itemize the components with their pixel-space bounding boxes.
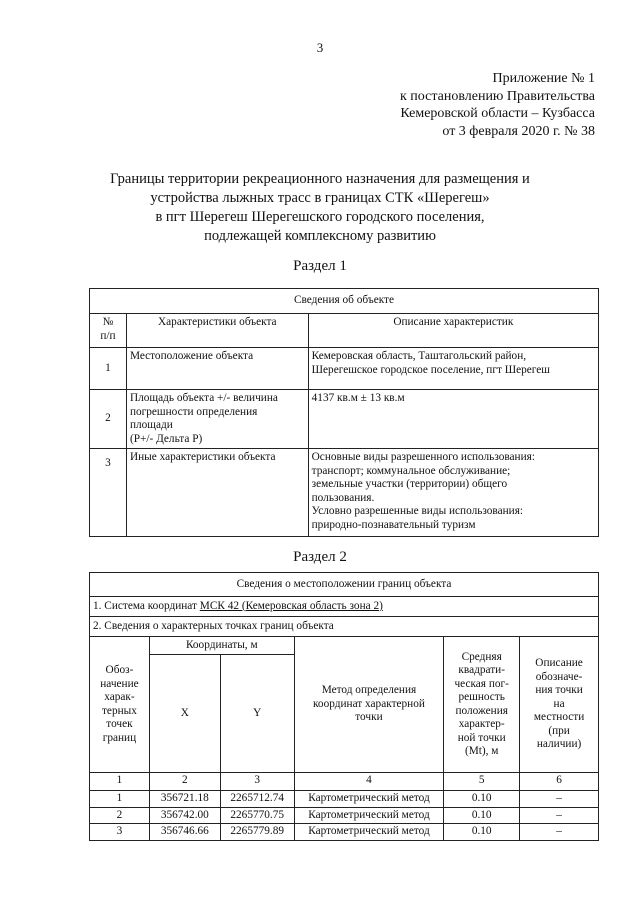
point-x: 356742.00: [149, 807, 220, 824]
section2-heading: Раздел 2: [293, 549, 347, 565]
row-description: Основные виды разрешенного использования: транспорт; коммунальное обслуживание; земельные участки (территории) общего пользования. Условно разрешенные виды использования: природно-познавательный туризм: [308, 449, 598, 537]
appendix-line: Кемеровской области – Кузбасса: [400, 106, 595, 121]
point-x: 356721.18: [149, 791, 220, 808]
header-y: Y: [220, 655, 294, 773]
column-number: 3: [220, 773, 294, 791]
point-number: 3: [90, 824, 150, 841]
point-method: Картометрический метод: [294, 791, 444, 808]
table-row: [90, 449, 599, 537]
point-method: Картометрический метод: [294, 807, 444, 824]
header-designation: Обоз- начение харак- терных точек границ: [90, 637, 150, 773]
table-title: Сведения об объекте: [90, 289, 599, 314]
appendix-line: от 3 февраля 2020 г. № 38: [442, 123, 595, 139]
column-number: 2: [149, 773, 220, 791]
table-row: [90, 348, 599, 390]
header-method: Метод определения координат характерной точки: [294, 637, 444, 773]
row-num: 3: [90, 449, 127, 537]
appendix-line: к постановлению Правительства: [399, 88, 595, 104]
appendix-block: [400, 70, 595, 140]
header-characteristics: Характеристики объекта: [126, 314, 308, 348]
point-description: –: [520, 791, 599, 808]
point-description: –: [520, 807, 599, 824]
point-number: 2: [90, 807, 150, 824]
column-number: 1: [90, 773, 150, 791]
page-number: 3: [316, 40, 324, 55]
row-description: 4137 кв.м ± 13 кв.м: [308, 390, 598, 449]
point-method: Картометрический метод: [294, 824, 444, 841]
coordinate-system-label: 1. Система координат: [93, 599, 200, 612]
header-x: X: [149, 655, 220, 773]
header-error: Средняя квадрати- ческая пог- решность положения характер- ной точки (Mt), м: [444, 637, 520, 773]
table-row: [90, 807, 599, 824]
point-y: 2265712.74: [220, 791, 294, 808]
title-line: устройства лыжных трасс в границах СТК «Шерегеш»: [150, 190, 490, 206]
table-row: [90, 824, 599, 841]
table-row: [90, 390, 599, 449]
title-line: в пгт Шерегеш Шерегешского городского поселения,: [155, 209, 485, 225]
point-error: 0.10: [444, 791, 520, 808]
column-number: 6: [520, 773, 599, 791]
point-error: 0.10: [444, 807, 520, 824]
points-title: 2. Сведения о характерных точках границ объекта: [90, 617, 599, 637]
appendix-line: Приложение № 1: [492, 71, 595, 86]
header-num: № п/п: [90, 314, 127, 348]
row-characteristic: Иные характеристики объекта: [126, 449, 308, 537]
title-line: подлежащей комплексному развитию: [204, 228, 436, 244]
column-number: 5: [444, 773, 520, 791]
header-description: Описание характеристик: [308, 314, 598, 348]
object-info-table: [89, 288, 599, 537]
row-num: 2: [90, 390, 127, 449]
point-number: 1: [90, 791, 150, 808]
coordinate-system-value: МСК 42 (Кемеровская область зона 2): [199, 599, 383, 612]
column-number: 4: [294, 773, 444, 791]
point-y: 2265779.89: [220, 824, 294, 841]
row-characteristic: Площадь объекта +/- величина погрешности определения площади (Р+/- Дельта Р): [126, 390, 308, 449]
row-num: 1: [90, 348, 127, 390]
point-x: 356746.66: [149, 824, 220, 841]
point-y: 2265770.75: [220, 807, 294, 824]
header-coordinates: Координаты, м: [149, 637, 294, 655]
document-title: [60, 170, 580, 246]
header-point-description: Описание обозначе- ния точки на местности (при наличии): [520, 637, 599, 773]
section1-heading: Раздел 1: [293, 258, 347, 274]
boundary-points-table: [89, 572, 599, 841]
table-title: Сведения о местоположении границ объекта: [90, 573, 599, 597]
row-description: Кемеровская область, Таштагольский район, Шерегешское городское поселение, пгт Шерегеш: [308, 348, 598, 390]
row-characteristic: Местоположение объекта: [126, 348, 308, 390]
title-line: Границы территории рекреационного назначения для размещения и: [110, 171, 530, 187]
point-description: –: [520, 824, 599, 841]
table-row: [90, 791, 599, 808]
coordinate-system: [90, 597, 599, 617]
column-numbers-row: [90, 773, 599, 791]
point-error: 0.10: [444, 824, 520, 841]
